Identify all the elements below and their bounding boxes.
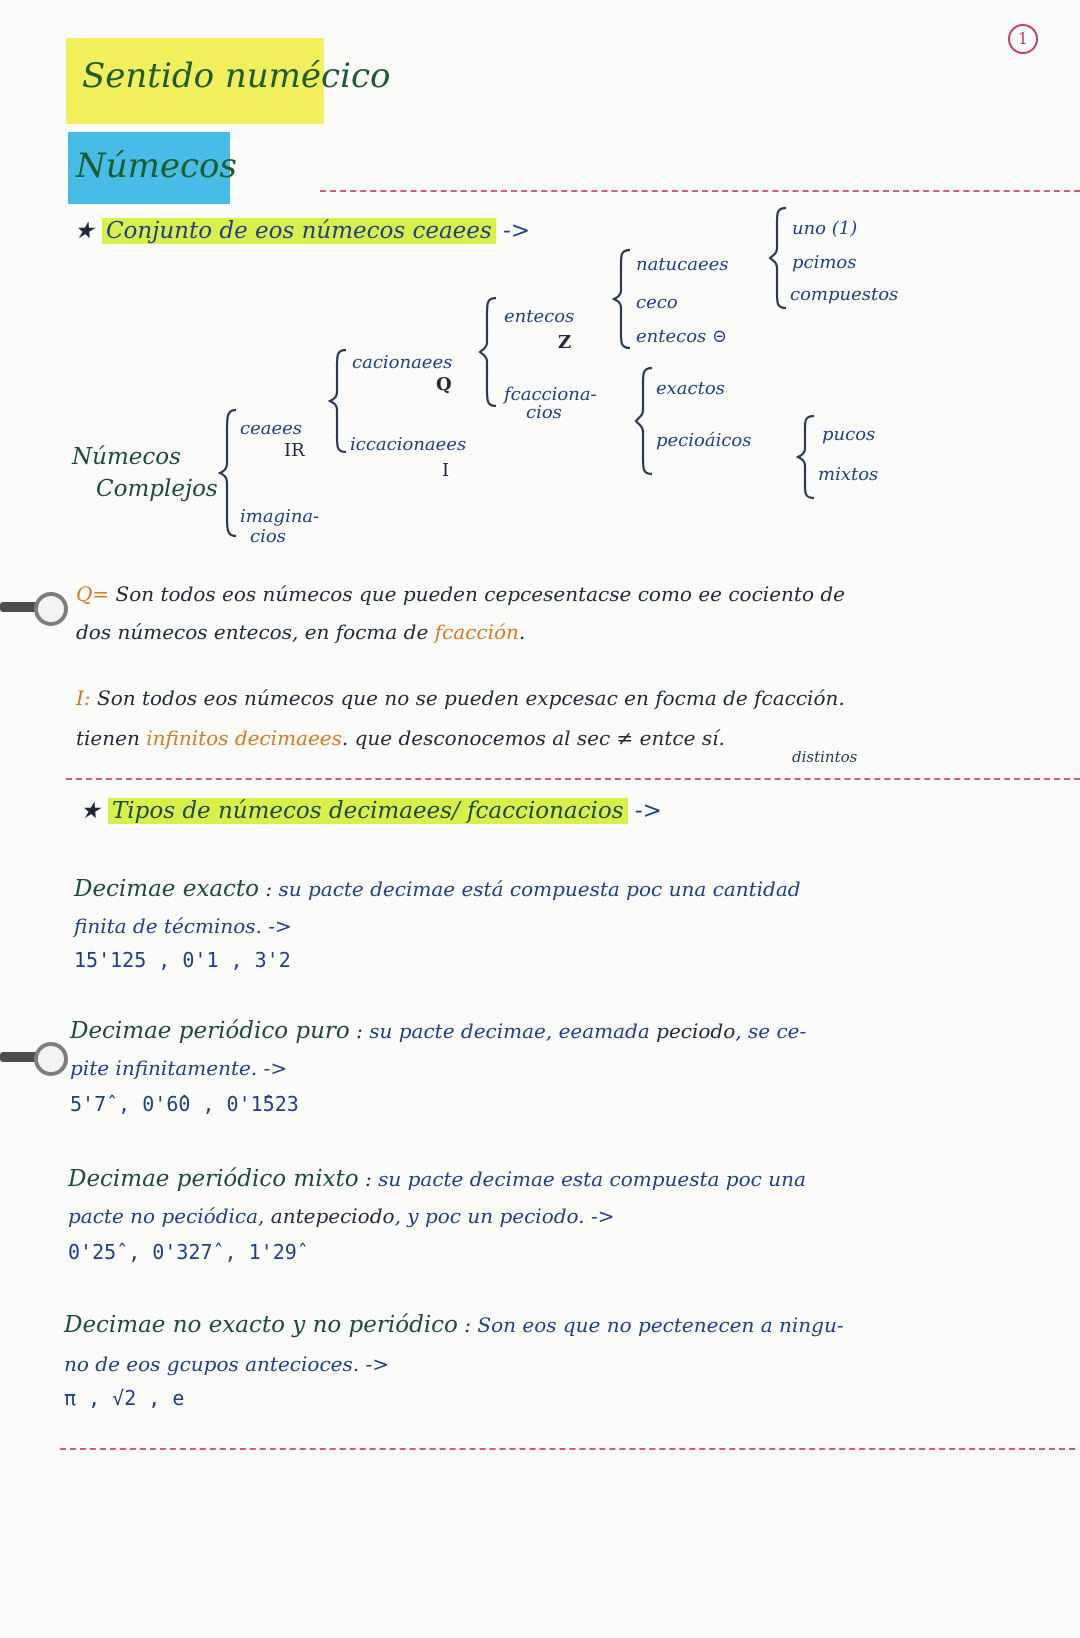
definition-q-text2b: fcacción — [434, 620, 519, 644]
type-pure-desc2: pite infinitamente. -> — [70, 1056, 288, 1080]
tree-exactos: exactos — [656, 378, 725, 399]
tree-irracionales-symbol: I — [442, 460, 450, 481]
type-pure-desc1c: , se ce- — [735, 1019, 807, 1043]
type-exact-sep: : — [265, 877, 273, 901]
tree-imaginarios-2: cios — [250, 526, 286, 547]
brace-periodicos — [796, 414, 818, 500]
tree-enteros: entecos — [504, 306, 575, 327]
definition-i-text2b: infinitos decimaees — [146, 726, 342, 750]
page-subtitle: Númecos — [76, 146, 237, 186]
separator-top — [320, 190, 1080, 192]
definition-i-label: I: — [76, 686, 91, 710]
type-irrational-desc2: no de eos gcupos antecioces. -> — [64, 1352, 389, 1376]
type-exact-name: Decimae exacto — [74, 876, 259, 902]
definition-i-line1 — [76, 686, 845, 710]
tree-racionales-symbol: Q — [436, 374, 452, 395]
definition-q-line2 — [76, 620, 525, 644]
type-exact-line1 — [74, 876, 801, 902]
separator-bottom — [60, 1448, 1075, 1450]
type-mixed-examples: 0'25̂ , 0'327̂ , 1'29̂ — [68, 1240, 297, 1264]
type-irrational-examples: π , √2 , e — [64, 1386, 185, 1410]
tree-compuestos: compuestos — [790, 284, 899, 305]
tree-puros: pucos — [822, 424, 876, 445]
section1-heading-text: Conjunto de eos númecos ceaees — [102, 218, 496, 244]
type-exact-examples: 15'125 , 0'1 , 3'2 — [74, 948, 291, 972]
type-exact-desc2: finita de técminos. -> — [74, 914, 292, 938]
tree-reales-symbol: IR — [284, 440, 305, 461]
tree-root-line2: Complejos — [96, 476, 218, 502]
tree-irracionales: iccacionaees — [350, 434, 467, 455]
section2-heading-text: Tipos de númecos decimaees/ fcaccionacios — [108, 798, 628, 824]
definition-i-note: distintos — [792, 748, 858, 766]
tree-fraccionarios-2: cios — [526, 402, 562, 423]
tree-reales: ceaees — [240, 418, 303, 439]
tree-fraccionarios-1: fcacciona- — [504, 384, 597, 405]
tree-racionales: cacionaees — [352, 352, 453, 373]
definition-q-label: Q= — [76, 582, 110, 606]
type-irrational-desc1: Son eos que no pectenecen a ningu- — [477, 1313, 844, 1337]
binder-ring-top — [0, 592, 60, 620]
tree-enteros-symbol: Z — [558, 332, 572, 353]
section1-heading — [74, 218, 530, 244]
subtitle-highlight — [68, 132, 237, 204]
type-mixed-name: Decimae periódico mixto — [68, 1166, 359, 1192]
brace-fraccionarios — [634, 366, 656, 476]
page-number: 1 — [1008, 24, 1038, 54]
tree-periodicos: pecioáicos — [656, 430, 752, 451]
type-pure-name: Decimae periódico puro — [70, 1018, 350, 1044]
type-pure-desc1a: su pacte decimae, eeamada — [369, 1019, 650, 1043]
tree-mixtos: mixtos — [818, 464, 879, 485]
star-icon: ★ — [80, 798, 101, 824]
type-pure-line1 — [70, 1018, 806, 1044]
definition-i-text2c: . que desconocemos al sec ≠ entce sí. — [341, 726, 725, 750]
tree-uno: uno (1) — [792, 218, 858, 239]
definition-i-text2a: tienen — [76, 726, 140, 750]
brace-racionales — [478, 296, 500, 408]
tree-root-line1: Númecos — [72, 444, 181, 470]
type-mixed-sep: : — [364, 1167, 372, 1191]
type-mixed-desc1: su pacte decimae esta compuesta poc una — [378, 1167, 806, 1191]
type-mixed-line1 — [68, 1166, 806, 1192]
tree-primos: pcimos — [792, 252, 857, 273]
page-title: Sentido numécico — [82, 56, 391, 96]
section2-heading — [80, 798, 662, 824]
type-irrational-sep: : — [464, 1313, 472, 1337]
tree-cero: ceco — [636, 292, 678, 313]
type-pure-desc1b: peciodo — [656, 1019, 736, 1043]
definition-q-text2a: dos númecos entecos, en focma de — [76, 620, 429, 644]
brace-reales — [328, 348, 350, 454]
type-irrational-name: Decimae no exacto y no periódico — [64, 1312, 458, 1338]
definition-i-text1: Son todos eos númecos que no se pueden expcesac en focma de fcacción. — [97, 686, 845, 710]
brace-naturales — [768, 206, 790, 310]
star-icon: ★ — [74, 218, 95, 244]
arrow-icon: -> — [503, 218, 531, 244]
type-mixed-desc2a: pacte no peciódica, — [68, 1204, 265, 1228]
definition-i-line2 — [76, 726, 725, 750]
type-mixed-line2 — [68, 1204, 614, 1228]
definition-q-line1 — [76, 582, 845, 606]
tree-enteros-negativos: entecos ⊝ — [636, 326, 728, 347]
brace-enteros — [612, 248, 634, 350]
binder-ring-bottom — [0, 1042, 60, 1070]
title-highlight — [66, 38, 391, 124]
tree-imaginarios-1: imagina- — [240, 506, 320, 527]
brace-complejos — [218, 408, 240, 538]
type-pure-sep: : — [356, 1019, 363, 1043]
type-mixed-desc2b: antepeciodo — [270, 1204, 395, 1228]
definition-q-text1: Son todos eos númecos que pueden cepcesentacse como ee cociento de — [115, 582, 845, 606]
type-irrational-line1 — [64, 1312, 844, 1338]
type-pure-examples: 5'7̂ , 0'6̂0 , 0'1̂523 — [70, 1092, 299, 1116]
tree-naturales: natucaees — [636, 254, 729, 275]
arrow-icon: -> — [634, 798, 662, 824]
type-exact-desc1: su pacte decimae está compuesta poc una cantidad — [278, 877, 801, 901]
type-mixed-desc2c: , y poc un peciodo. -> — [394, 1204, 615, 1228]
definition-q-text2c: . — [518, 620, 526, 644]
separator-middle — [66, 778, 1080, 780]
